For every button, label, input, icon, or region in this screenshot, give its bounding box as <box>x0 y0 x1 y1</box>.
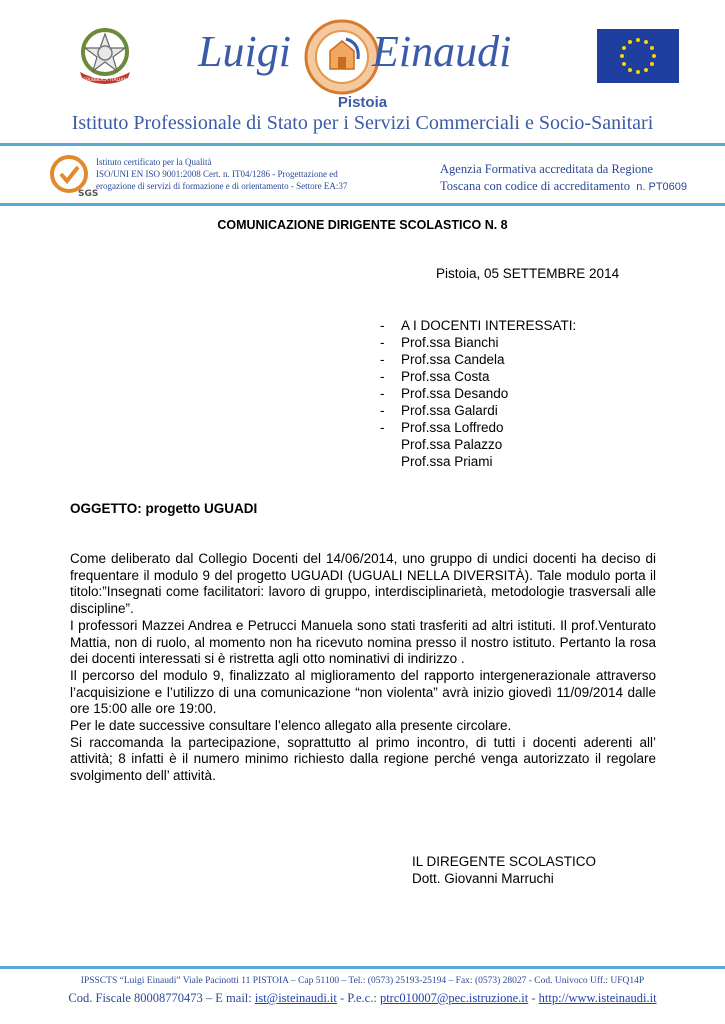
brand-name-right: Einaudi <box>372 27 512 76</box>
quality-certification-icon <box>48 152 99 199</box>
agency-code: n. PT0609 <box>636 181 688 193</box>
institute-name: Istituto Professionale di Stato per i Servizi Commerciali e Socio-Sanitari <box>71 112 654 134</box>
agency-line: Agenzia Formativa accreditata da Regione <box>440 162 654 176</box>
recipient-name: Prof.ssa Costa <box>401 369 490 384</box>
svg-text:REPUBBLICA ITALIANA: REPUBBLICA ITALIANA <box>80 78 130 83</box>
recipient-dash: - <box>380 352 385 367</box>
recipient-dash: - <box>380 318 385 333</box>
recipient-name: Prof.ssa Palazzo <box>401 437 503 452</box>
pec-prefix: - P.e.c.: <box>336 991 380 1005</box>
footer-fiscal-code: Cod. Fiscale 80008770473 – E mail: <box>68 991 255 1005</box>
body-paragraph: Il percorso del modulo 9, finalizzato al miglioramento del rapporto intergenerazionale attraverso l’acquisizione e l’utilizzo di una comunicazione “non violenta” avrà inizio giovedì 11/09/2014 dalle ore 15:00 alle ore 19:00. <box>70 667 656 717</box>
pec-link[interactable]: ptrc010007@pec.istruzione.it <box>379 991 529 1005</box>
recipient-item <box>380 334 576 351</box>
recipient-item <box>380 385 576 402</box>
recipients-list <box>380 317 576 470</box>
website-link[interactable]: http://www.isteinaudi.it <box>538 991 657 1005</box>
recipient-name: A I DOCENTI INTERESSATI: <box>401 318 577 333</box>
agency-line: Toscana con codice di accreditamento <box>440 179 631 193</box>
recipient-name: Prof.ssa Galardi <box>401 403 498 418</box>
footer-divider <box>0 966 725 969</box>
quality-certification-text <box>96 156 416 192</box>
body-paragraph: I professori Mazzei Andrea e Petrucci Manuela sono stati trasferiti ad altri istituti. Il prof.Venturato Mattia, non di ruolo, al momento non ha ricevuto nomina presso il nostro istituto. Pertanto la rosa dei docenti interessati si è ristretta agli otto nominativi di indirizzo . <box>70 617 656 667</box>
recipient-dash <box>380 453 401 470</box>
recipient-name: Prof.ssa Candela <box>401 352 505 367</box>
cert-line: ISO/UNI EN ISO 9001:2008 Cert. n. IT04/1286 - Progettazione ed <box>96 169 338 179</box>
signature-name: Dott. Giovanni Marruchi <box>412 871 554 886</box>
italian-republic-emblem <box>70 20 140 90</box>
recipient-name: Prof.ssa Priami <box>401 454 493 469</box>
recipient-dash: - <box>380 369 385 384</box>
eu-flag <box>597 29 679 83</box>
city-label: Pistoia <box>337 94 388 111</box>
recipient-dash: - <box>380 335 385 350</box>
signature-block <box>412 853 596 887</box>
cert-line: erogazione di servizi di formazione e di orientamento - Settore EA:37 <box>96 181 348 191</box>
body-paragraph: Come deliberato dal Collegio Docenti del 14/06/2014, uno gruppo di undici docenti ha deciso di frequentare il modulo 9 del progetto UGUADI (UGUALI NELLA DIVERSITÀ). Tale modulo porta il titolo:”Insegnati come facilitatori: lavoro di gruppo, interdisciplinarietà, metodologie trasversali alle discipline”. <box>70 551 656 617</box>
recipient-dash: - <box>380 420 385 435</box>
recipient-item <box>380 453 576 470</box>
header-divider <box>0 143 725 146</box>
recipient-name: Prof.ssa Desando <box>401 386 509 401</box>
document-body <box>70 551 656 785</box>
recipient-item <box>380 436 576 453</box>
body-paragraph: Si raccomanda la partecipazione, soprattutto al primo incontro, di tutti i docenti aderenti all’ attività; 8 infatti è il numero minimo richiesto dalla regione perché venga autorizzato il regolare svolgimento dell’ attività. <box>70 734 656 784</box>
svg-text:SGS: SGS <box>78 189 99 199</box>
recipient-name: Prof.ssa Loffredo <box>401 420 504 435</box>
document-date: Pistoia, 05 SETTEMBRE 2014 <box>436 266 620 281</box>
recipient-item <box>380 419 576 436</box>
email-link[interactable]: ist@isteinaudi.it <box>254 991 337 1005</box>
footer-contacts <box>0 991 725 1006</box>
cert-line: Istituto certificato per la Qualità <box>96 157 212 167</box>
body-paragraph: Per le date successive consultare l’elenco allegato alla presente circolare. <box>70 718 512 734</box>
footer-address: IPSSCTS “Luigi Einaudi” Viale Pacinotti 11 PISTOIA – Cap 51100 – Tel.: (0573) 25193-25194 – Fax: (0573) 28027 - Cod. Univoco Uff.: UFQ14P <box>80 976 645 986</box>
document-heading: COMUNICAZIONE DIRIGENTE SCOLASTICO N. 8 <box>217 218 508 232</box>
recipient-item <box>380 368 576 385</box>
brand-name-left: Luigi <box>198 27 291 76</box>
recipient-item <box>380 317 576 334</box>
agency-accreditation <box>440 161 687 196</box>
recipient-dash: - <box>380 386 385 401</box>
school-logo-medallion <box>302 17 382 97</box>
recipient-dash <box>380 436 401 453</box>
recipient-item <box>380 351 576 368</box>
recipient-dash: - <box>380 403 385 418</box>
recipient-item <box>380 402 576 419</box>
header-bottom-divider <box>0 203 725 206</box>
signature-title: IL DIREGENTE SCOLASTICO <box>412 854 597 869</box>
web-prefix: - <box>528 991 539 1005</box>
document-subject: OGGETTO: progetto UGUADI <box>70 501 258 516</box>
recipient-name: Prof.ssa Bianchi <box>401 335 499 350</box>
